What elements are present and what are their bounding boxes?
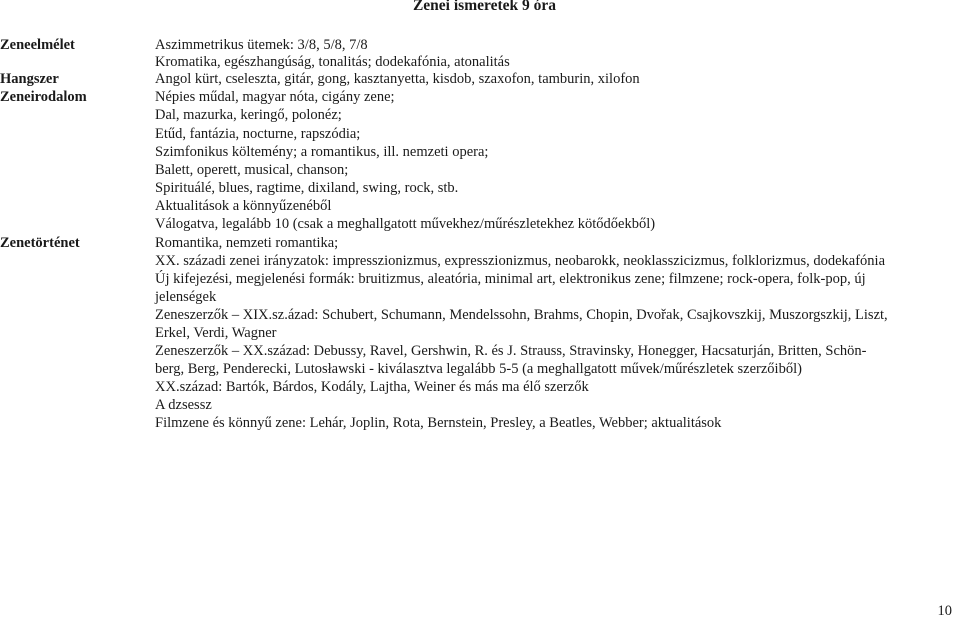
text-line: Balett, operett, musical, chanson; <box>155 162 349 178</box>
page-number: 10 <box>937 603 952 619</box>
text-line: Új kifejezési, megjelenési formák: bruitizmus, aleatória, minimal art, elektronikus zene; filmzene; rock-opera, folk-pop, új <box>155 271 866 287</box>
text-line: A dzsessz <box>155 397 212 413</box>
text-line: Kromatika, egészhangúság, tonalitás; dodekafónia, atonalitás <box>155 54 510 70</box>
text-line: Romantika, nemzeti romantika; <box>155 235 339 251</box>
text-line: Népies műdal, magyar nóta, cigány zene; <box>155 89 395 105</box>
section-label-zenetortenet: Zenetörténet <box>0 235 80 251</box>
document-title: Zenei ismeretek 9 óra <box>412 0 557 14</box>
text-line: Zeneszerzők – XIX.sz.ázad: Schubert, Schumann, Mendelssohn, Brahms, Chopin, Dvořak, Csajkovszkij, Muszorgszkij, Liszt, <box>155 307 888 323</box>
text-line: Filmzene és könnyű zene: Lehár, Joplin, Rota, Bernstein, Presley, a Beatles, Webber; aktualitások <box>155 415 722 431</box>
text-line: Erkel, Verdi, Wagner <box>155 325 277 341</box>
text-line: Válogatva, legalább 10 (csak a meghallgatott művekhez/műrészletekhez kötődőekből) <box>155 216 656 232</box>
section-label-zeneelmelet: Zeneelmélet <box>0 37 75 53</box>
text-line: Dal, mazurka, keringő, polonéz; <box>155 107 342 123</box>
text-line: Spirituálé, blues, ragtime, dixiland, swing, rock, stb. <box>155 180 459 196</box>
text-line: XX. századi zenei irányzatok: impresszionizmus, expresszionizmus, neobarokk, neoklasszicizmus, folklorizmus, dodekafónia <box>155 253 886 269</box>
text-line: Szimfonikus költemény; a romantikus, ill. nemzeti opera; <box>155 144 489 160</box>
section-label-zeneirodalom: Zeneirodalom <box>0 89 87 105</box>
text-line: berg, Berg, Penderecki, Lutosławski - kiválasztva legalább 5-5 (a meghallgatott művek/műrészletek szerzőiből) <box>155 361 802 377</box>
text-line: Aszimmetrikus ütemek: 3/8, 5/8, 7/8 <box>155 37 368 53</box>
text-line: Etűd, fantázia, nocturne, rapszódia; <box>155 126 361 142</box>
section-label-hangszer: Hangszer <box>0 71 59 87</box>
text-line: Zeneszerzők – XX.század: Debussy, Ravel, Gershwin, R. és J. Strauss, Stravinsky, Honegger, Hacsaturján, Britten, Schön- <box>155 343 867 359</box>
text-line: XX.század: Bartók, Bárdos, Kodály, Lajtha, Weiner és más ma élő szerzők <box>155 379 589 395</box>
text-line: Angol kürt, cseleszta, gitár, gong, kasztanyetta, kisdob, szaxofon, tamburin, xilofon <box>155 71 640 87</box>
text-line: jelenségek <box>155 289 217 305</box>
text-line: Aktualitások a könnyűzenéből <box>155 198 332 214</box>
